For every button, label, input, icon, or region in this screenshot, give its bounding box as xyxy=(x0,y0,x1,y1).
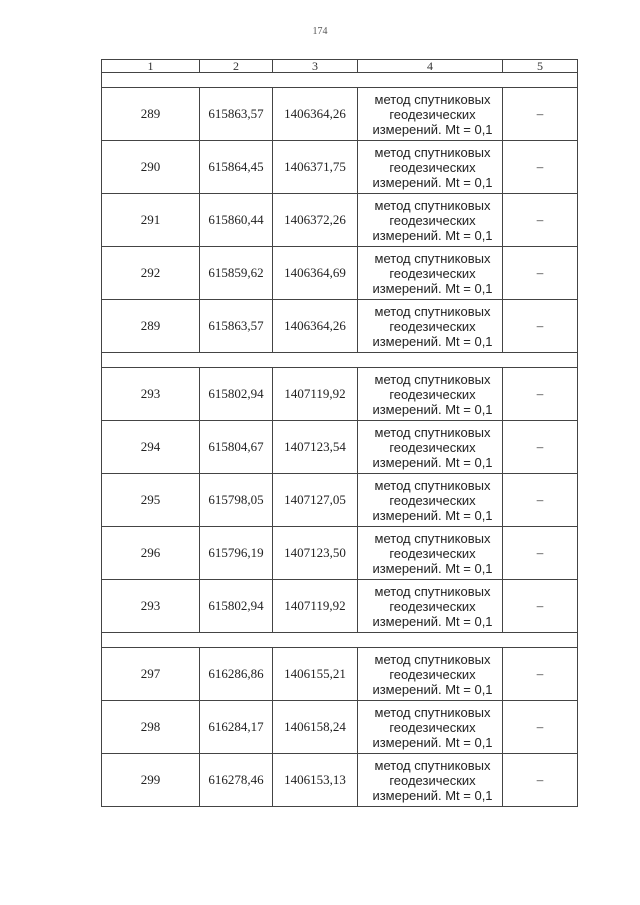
table-row xyxy=(102,368,578,421)
method-line: метод спутниковых xyxy=(374,91,491,107)
x-coordinate-cell: 616286,86 xyxy=(200,648,273,701)
y-coordinate-cell: 1406364,26 xyxy=(273,300,358,353)
method-cell xyxy=(358,580,503,633)
method-line: измерений. Mt = 0,1 xyxy=(372,613,493,629)
method-line: геодезических xyxy=(389,212,476,228)
group-separator-row xyxy=(102,353,578,368)
method-cell xyxy=(358,754,503,807)
y-coordinate-cell: 1407123,50 xyxy=(273,527,358,580)
point-number-cell: 291 xyxy=(102,194,200,247)
method-line: измерений. Mt = 0,1 xyxy=(372,454,493,470)
method-line: метод спутниковых xyxy=(374,197,491,213)
note-cell: – xyxy=(503,300,578,353)
method-cell xyxy=(358,300,503,353)
method-line: метод спутниковых xyxy=(374,704,491,720)
x-coordinate-cell: 616278,46 xyxy=(200,754,273,807)
group-separator-cell xyxy=(102,73,578,88)
table-row xyxy=(102,754,578,807)
method-line: измерений. Mt = 0,1 xyxy=(372,560,493,576)
method-cell xyxy=(358,368,503,421)
method-line: метод спутниковых xyxy=(374,477,491,493)
table-row xyxy=(102,300,578,353)
y-coordinate-cell: 1406158,24 xyxy=(273,701,358,754)
method-line: геодезических xyxy=(389,439,476,455)
point-number-cell: 292 xyxy=(102,247,200,300)
note-cell: – xyxy=(503,648,578,701)
group-separator-row xyxy=(102,633,578,648)
point-number-cell: 293 xyxy=(102,580,200,633)
note-cell: – xyxy=(503,368,578,421)
y-coordinate-cell: 1406155,21 xyxy=(273,648,358,701)
point-number-cell: 289 xyxy=(102,88,200,141)
table-row xyxy=(102,580,578,633)
group-separator-cell xyxy=(102,633,578,648)
note-cell: – xyxy=(503,474,578,527)
method-line: измерений. Mt = 0,1 xyxy=(372,121,493,137)
point-number-cell: 296 xyxy=(102,527,200,580)
method-line: метод спутниковых xyxy=(374,371,491,387)
table-row xyxy=(102,701,578,754)
column-header: 4 xyxy=(358,60,503,73)
method-line: геодезических xyxy=(389,106,476,122)
table-row xyxy=(102,88,578,141)
point-number-cell: 290 xyxy=(102,141,200,194)
table-row xyxy=(102,648,578,701)
x-coordinate-cell: 615859,62 xyxy=(200,247,273,300)
note-cell: – xyxy=(503,194,578,247)
note-cell: – xyxy=(503,247,578,300)
note-cell: – xyxy=(503,421,578,474)
point-number-cell: 295 xyxy=(102,474,200,527)
y-coordinate-cell: 1407127,05 xyxy=(273,474,358,527)
note-cell: – xyxy=(503,754,578,807)
method-line: метод спутниковых xyxy=(374,530,491,546)
x-coordinate-cell: 615798,05 xyxy=(200,474,273,527)
group-separator-row xyxy=(102,73,578,88)
method-line: измерений. Mt = 0,1 xyxy=(372,280,493,296)
column-header: 1 xyxy=(102,60,200,73)
method-line: геодезических xyxy=(389,492,476,508)
table-row xyxy=(102,421,578,474)
method-line: измерений. Mt = 0,1 xyxy=(372,333,493,349)
method-cell xyxy=(358,527,503,580)
y-coordinate-cell: 1406371,75 xyxy=(273,141,358,194)
y-coordinate-cell: 1406372,26 xyxy=(273,194,358,247)
y-coordinate-cell: 1407119,92 xyxy=(273,368,358,421)
page-number: 174 xyxy=(312,26,328,37)
coordinates-table xyxy=(101,59,578,807)
method-line: геодезических xyxy=(389,159,476,175)
method-line: геодезических xyxy=(389,772,476,788)
method-cell xyxy=(358,88,503,141)
method-line: измерений. Mt = 0,1 xyxy=(372,681,493,697)
method-line: измерений. Mt = 0,1 xyxy=(372,227,493,243)
x-coordinate-cell: 615860,44 xyxy=(200,194,273,247)
table-row xyxy=(102,141,578,194)
table-header-row xyxy=(102,60,578,73)
method-line: метод спутниковых xyxy=(374,250,491,266)
point-number-cell: 289 xyxy=(102,300,200,353)
column-header: 2 xyxy=(200,60,273,73)
method-line: геодезических xyxy=(389,598,476,614)
method-line: измерений. Mt = 0,1 xyxy=(372,507,493,523)
point-number-cell: 297 xyxy=(102,648,200,701)
point-number-cell: 298 xyxy=(102,701,200,754)
note-cell: – xyxy=(503,88,578,141)
column-header: 3 xyxy=(273,60,358,73)
x-coordinate-cell: 616284,17 xyxy=(200,701,273,754)
method-cell xyxy=(358,141,503,194)
group-separator-cell xyxy=(102,353,578,368)
table-row xyxy=(102,527,578,580)
x-coordinate-cell: 615863,57 xyxy=(200,300,273,353)
x-coordinate-cell: 615796,19 xyxy=(200,527,273,580)
y-coordinate-cell: 1407123,54 xyxy=(273,421,358,474)
note-cell: – xyxy=(503,141,578,194)
method-line: измерений. Mt = 0,1 xyxy=(372,174,493,190)
point-number-cell: 294 xyxy=(102,421,200,474)
method-line: геодезических xyxy=(389,666,476,682)
method-cell xyxy=(358,421,503,474)
column-header: 5 xyxy=(503,60,578,73)
method-line: метод спутниковых xyxy=(374,144,491,160)
point-number-cell: 299 xyxy=(102,754,200,807)
method-cell xyxy=(358,474,503,527)
method-cell xyxy=(358,701,503,754)
method-cell xyxy=(358,648,503,701)
method-line: метод спутниковых xyxy=(374,424,491,440)
method-cell xyxy=(358,194,503,247)
note-cell: – xyxy=(503,701,578,754)
x-coordinate-cell: 615863,57 xyxy=(200,88,273,141)
method-line: измерений. Mt = 0,1 xyxy=(372,734,493,750)
method-cell xyxy=(358,247,503,300)
y-coordinate-cell: 1407119,92 xyxy=(273,580,358,633)
x-coordinate-cell: 615802,94 xyxy=(200,580,273,633)
x-coordinate-cell: 615864,45 xyxy=(200,141,273,194)
note-cell: – xyxy=(503,580,578,633)
method-line: измерений. Mt = 0,1 xyxy=(372,401,493,417)
method-line: метод спутниковых xyxy=(374,757,491,773)
method-line: геодезических xyxy=(389,318,476,334)
method-line: метод спутниковых xyxy=(374,651,491,667)
table-row xyxy=(102,194,578,247)
x-coordinate-cell: 615802,94 xyxy=(200,368,273,421)
method-line: метод спутниковых xyxy=(374,303,491,319)
note-cell: – xyxy=(503,527,578,580)
y-coordinate-cell: 1406153,13 xyxy=(273,754,358,807)
method-line: геодезических xyxy=(389,265,476,281)
table-row xyxy=(102,247,578,300)
x-coordinate-cell: 615804,67 xyxy=(200,421,273,474)
method-line: геодезических xyxy=(389,545,476,561)
y-coordinate-cell: 1406364,26 xyxy=(273,88,358,141)
point-number-cell: 293 xyxy=(102,368,200,421)
table-row xyxy=(102,474,578,527)
y-coordinate-cell: 1406364,69 xyxy=(273,247,358,300)
method-line: измерений. Mt = 0,1 xyxy=(372,787,493,803)
method-line: метод спутниковых xyxy=(374,583,491,599)
method-line: геодезических xyxy=(389,719,476,735)
method-line: геодезических xyxy=(389,386,476,402)
